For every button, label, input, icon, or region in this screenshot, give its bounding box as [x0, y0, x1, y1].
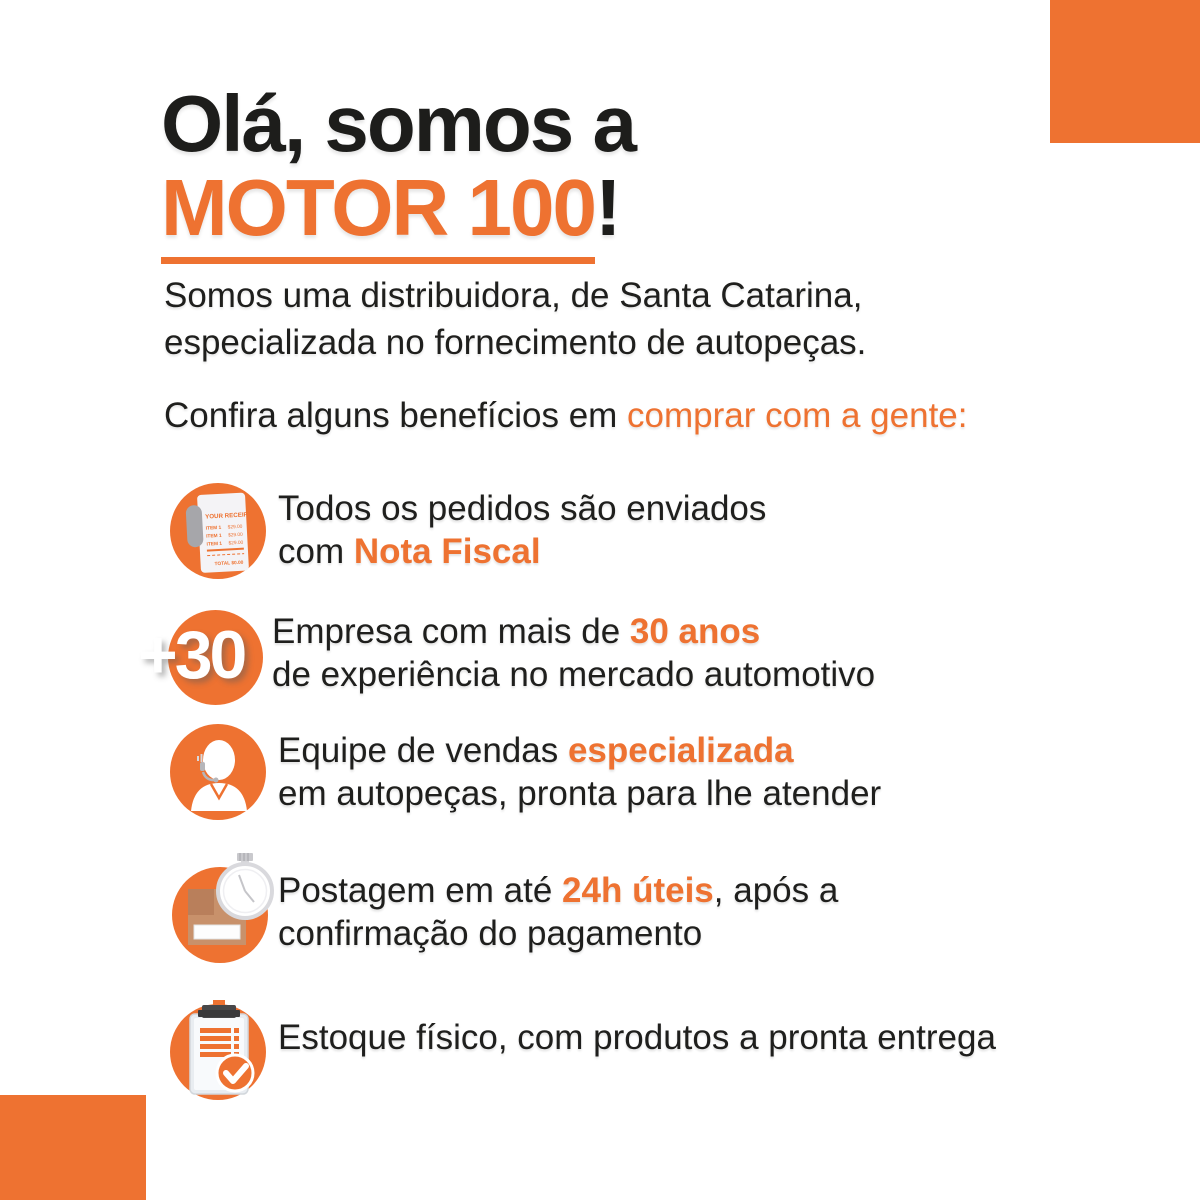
title-greeting: Olá, somos a — [161, 79, 635, 168]
intro-line1: Somos uma distribuidora, de Santa Catarina, — [164, 276, 863, 315]
intro-line2: especializada no fornecimento de autopeças. — [164, 323, 867, 362]
plus-30-badge-icon — [138, 602, 268, 706]
benefit-line — [278, 530, 766, 573]
benefit-text-postagem — [278, 869, 838, 955]
benefit-line1-suffix: , após a — [713, 871, 839, 910]
benefit-line — [278, 1016, 996, 1059]
benefits-intro — [164, 392, 968, 439]
benefit-text-equipe — [278, 729, 881, 815]
benefit-item-30-anos — [138, 602, 1118, 712]
stock-checklist-icon — [166, 988, 270, 1104]
benefit-line1: Todos os pedidos são enviados — [278, 489, 767, 528]
benefits-intro-colon: : — [957, 396, 968, 435]
shipping-timer-icon — [166, 845, 278, 967]
plus-30-text: +30 — [138, 617, 245, 693]
receipt-item-label: ITEM 1 — [206, 533, 222, 540]
benefit-line1-highlight: 30 anos — [629, 612, 761, 651]
benefit-line1-prefix: Empresa com mais de — [272, 612, 630, 651]
benefit-line1-highlight: 24h úteis — [562, 871, 714, 910]
benefit-line1: Estoque físico, com produtos a pronta entrega — [278, 1018, 996, 1057]
intro-paragraph — [164, 272, 866, 366]
benefit-item-equipe — [166, 720, 1146, 830]
benefit-text-nota-fiscal — [278, 487, 766, 573]
corner-square-top-right — [1050, 0, 1200, 143]
benefit-item-estoque — [166, 988, 1146, 1108]
corner-square-bottom-left — [0, 1095, 146, 1200]
receipt-total-text: TOTAL $0.00 — [214, 560, 244, 568]
benefit-line — [278, 912, 838, 955]
receipt-item-price: $29.00 — [228, 540, 244, 547]
benefit-line1-prefix: Postagem em até — [278, 871, 563, 910]
benefit-line1-prefix: Equipe de vendas — [278, 731, 568, 770]
receipt-item-label: ITEM 1 — [206, 541, 223, 548]
benefit-line — [272, 653, 875, 696]
benefit-line — [278, 729, 881, 772]
benefit-line2: em autopeças, pronta para lhe atender — [278, 774, 882, 813]
benefit-line2-highlight: Nota Fiscal — [353, 532, 541, 571]
brand-name: MOTOR 100 — [161, 166, 595, 264]
receipt-item-label: ITEM 1 — [205, 525, 222, 532]
benefit-text-estoque — [278, 1016, 996, 1059]
benefit-item-nota-fiscal — [166, 478, 1146, 588]
benefit-item-postagem — [166, 845, 1146, 970]
benefit-line1-highlight: especializada — [567, 731, 794, 770]
benefit-line — [272, 610, 875, 653]
benefit-line — [278, 487, 766, 530]
receipt-item-price: $29.00 — [227, 524, 243, 531]
benefit-line — [278, 772, 881, 815]
benefit-line — [278, 869, 838, 912]
receipt-item-price: $29.00 — [228, 532, 243, 539]
benefit-text-30-anos — [272, 610, 875, 696]
title-exclamation: ! — [595, 163, 620, 252]
header — [161, 79, 635, 264]
support-agent-icon — [166, 720, 270, 824]
title-brand-line — [161, 163, 635, 264]
receipt-header-text: YOUR RECEIPT — [204, 511, 252, 521]
receipt-icon — [166, 478, 270, 582]
benefits-intro-prefix: Confira alguns benefícios em — [164, 396, 628, 435]
benefits-intro-highlight: comprar com a gente — [627, 396, 958, 435]
benefit-line2: de experiência no mercado automotivo — [272, 655, 876, 694]
benefit-line2: confirmação do pagamento — [278, 914, 703, 953]
benefit-line2-prefix: com — [278, 532, 354, 571]
